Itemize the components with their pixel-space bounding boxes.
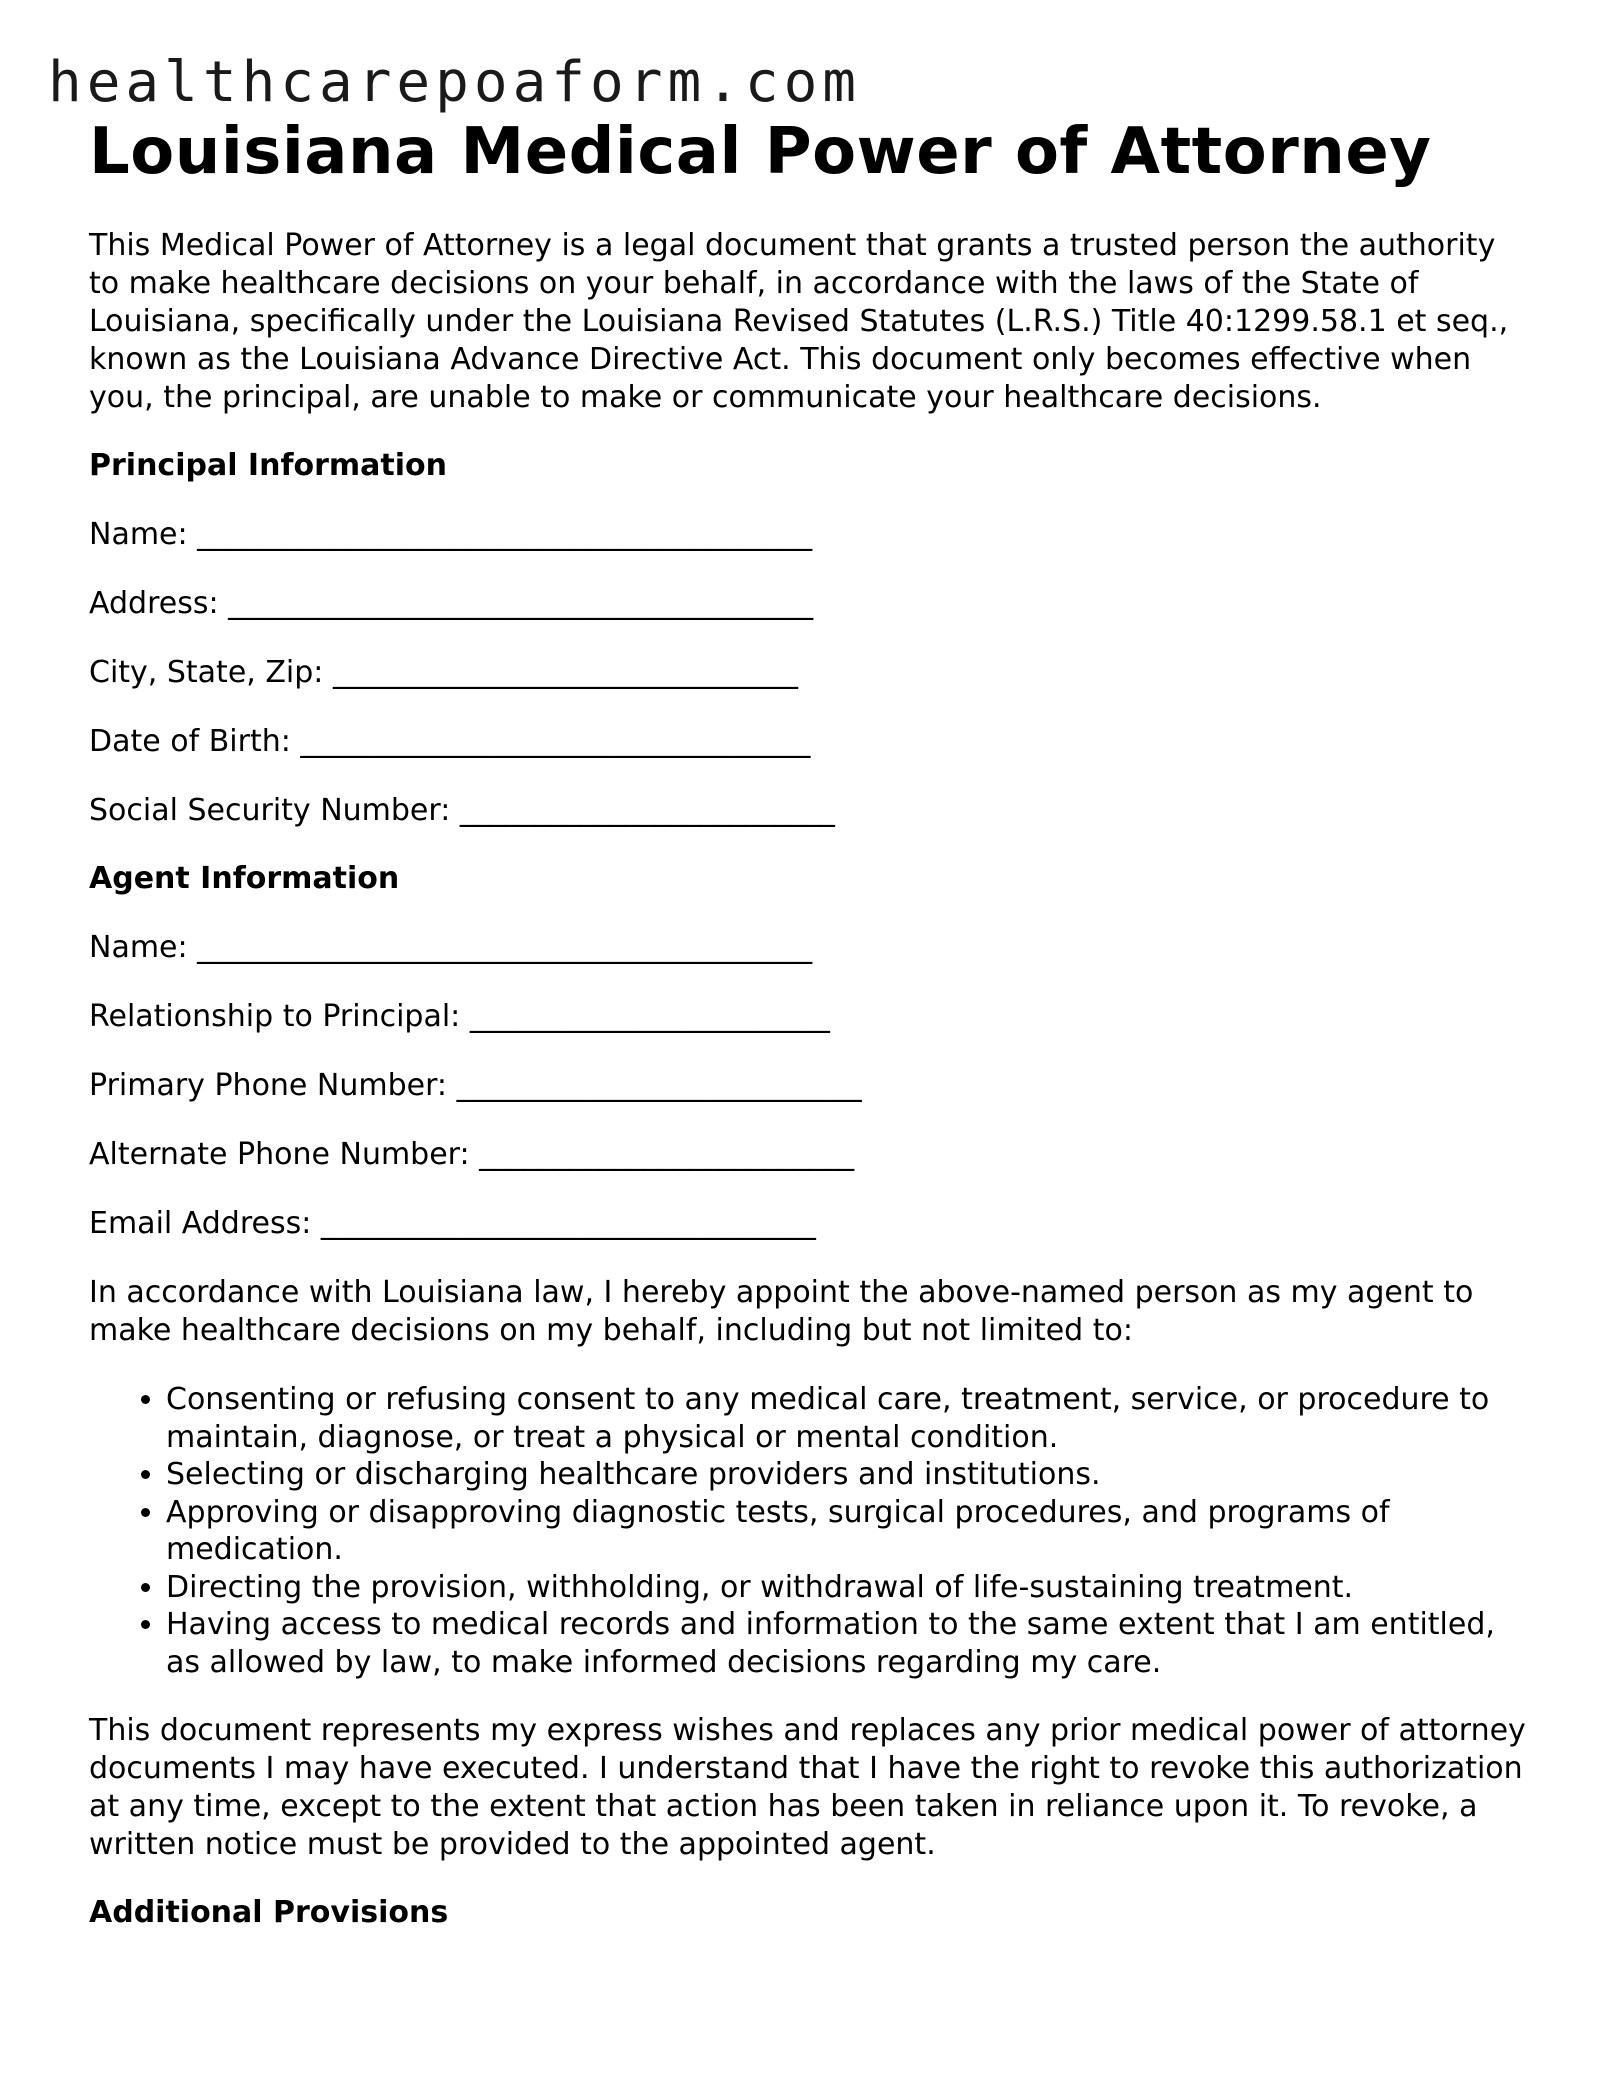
- site-watermark: healthcarepoaform.com: [48, 50, 862, 115]
- revocation-paragraph: This document represents my express wishes and replaces any prior medical power of attorney documents I may have executed. I understand that I have the right to revoke this authorization at any time, except to the extent that action has been taken in reliance upon it. To revoke, a written notice must be provided to the appointed agent.: [89, 1713, 1526, 1862]
- principal-ssn-field[interactable]: [89, 792, 1529, 830]
- agent-powers-list: [89, 1381, 1529, 1681]
- field-label: City, State, Zip:: [89, 655, 324, 690]
- field-label: Date of Birth:: [89, 724, 291, 759]
- appointment-paragraph: In accordance with Louisiana law, I hereby appoint the above-named person as my agent to make healthcare decisions on my behalf, including but not limited to:: [89, 1275, 1474, 1348]
- principal-name-field[interactable]: [89, 516, 1529, 554]
- document-body: [89, 112, 1529, 1932]
- principal-date-of-birth-field[interactable]: [89, 723, 1529, 761]
- agent-relationship-field[interactable]: [89, 998, 1529, 1036]
- list-item: • Selecting or discharging healthcare providers and institutions.: [166, 1456, 1529, 1494]
- agent-section-heading: Agent Information: [89, 861, 400, 896]
- fill-in-line[interactable]: _________________________________: [320, 1206, 816, 1241]
- field-label: Name:: [89, 517, 188, 552]
- principal-section-heading: Principal Information: [89, 448, 448, 483]
- fill-in-line[interactable]: _________________________: [459, 793, 835, 828]
- fill-in-line[interactable]: ________________________: [469, 999, 830, 1034]
- field-label: Primary Phone Number:: [89, 1068, 448, 1103]
- list-item: • Directing the provision, withholding, or withdrawal of life-sustaining treatment.: [166, 1569, 1529, 1607]
- agent-name-field[interactable]: [89, 929, 1529, 967]
- field-label: Email Address:: [89, 1206, 312, 1241]
- agent-primary-phone-field[interactable]: [89, 1067, 1529, 1105]
- fill-in-line[interactable]: ___________________________: [456, 1068, 862, 1103]
- field-label: Alternate Phone Number:: [89, 1137, 470, 1172]
- page-title: Louisiana Medical Power of Attorney: [89, 115, 1432, 189]
- fill-in-line[interactable]: __________________________________: [300, 724, 811, 759]
- list-item: • Having access to medical records and information to the same extent that I am entitled, as allowed by law, to make informed decisions regarding my care.: [166, 1606, 1529, 1681]
- additional-provisions-heading: Additional Provisions: [89, 1895, 449, 1930]
- intro-paragraph: This Medical Power of Attorney is a legal document that grants a trusted person the authority to make healthcare decisions on your behalf, in accordance with the laws of the State of Louisiana, specifically under the Louisiana Revised Statutes (L.R.S.) Title 40:1299.58.1 et seq., known as the Louisiana Advance Directive Act. This document only becomes effective when you, the principal, are unable to make or communicate your healthcare decisions.: [89, 228, 1509, 415]
- fill-in-line[interactable]: _________________________: [479, 1137, 855, 1172]
- field-label: Relationship to Principal:: [89, 999, 461, 1034]
- agent-alternate-phone-field[interactable]: [89, 1136, 1529, 1174]
- fill-in-line[interactable]: _________________________________________: [197, 517, 813, 552]
- field-label: Address:: [89, 586, 219, 621]
- field-label: Social Security Number:: [89, 793, 451, 828]
- principal-city-state-zip-field[interactable]: [89, 654, 1529, 692]
- list-item: • Consenting or refusing consent to any medical care, treatment, service, or procedure to maintain, diagnose, or treat a physical or mental condition.: [166, 1381, 1529, 1456]
- fill-in-line[interactable]: _______________________________________: [228, 586, 814, 621]
- fill-in-line[interactable]: _________________________________________: [197, 930, 813, 965]
- field-label: Name:: [89, 930, 188, 965]
- fill-in-line[interactable]: _______________________________: [332, 655, 798, 690]
- agent-email-field[interactable]: [89, 1205, 1529, 1243]
- principal-address-field[interactable]: [89, 585, 1529, 623]
- list-item: • Approving or disapproving diagnostic tests, surgical procedures, and programs of medication.: [166, 1494, 1529, 1569]
